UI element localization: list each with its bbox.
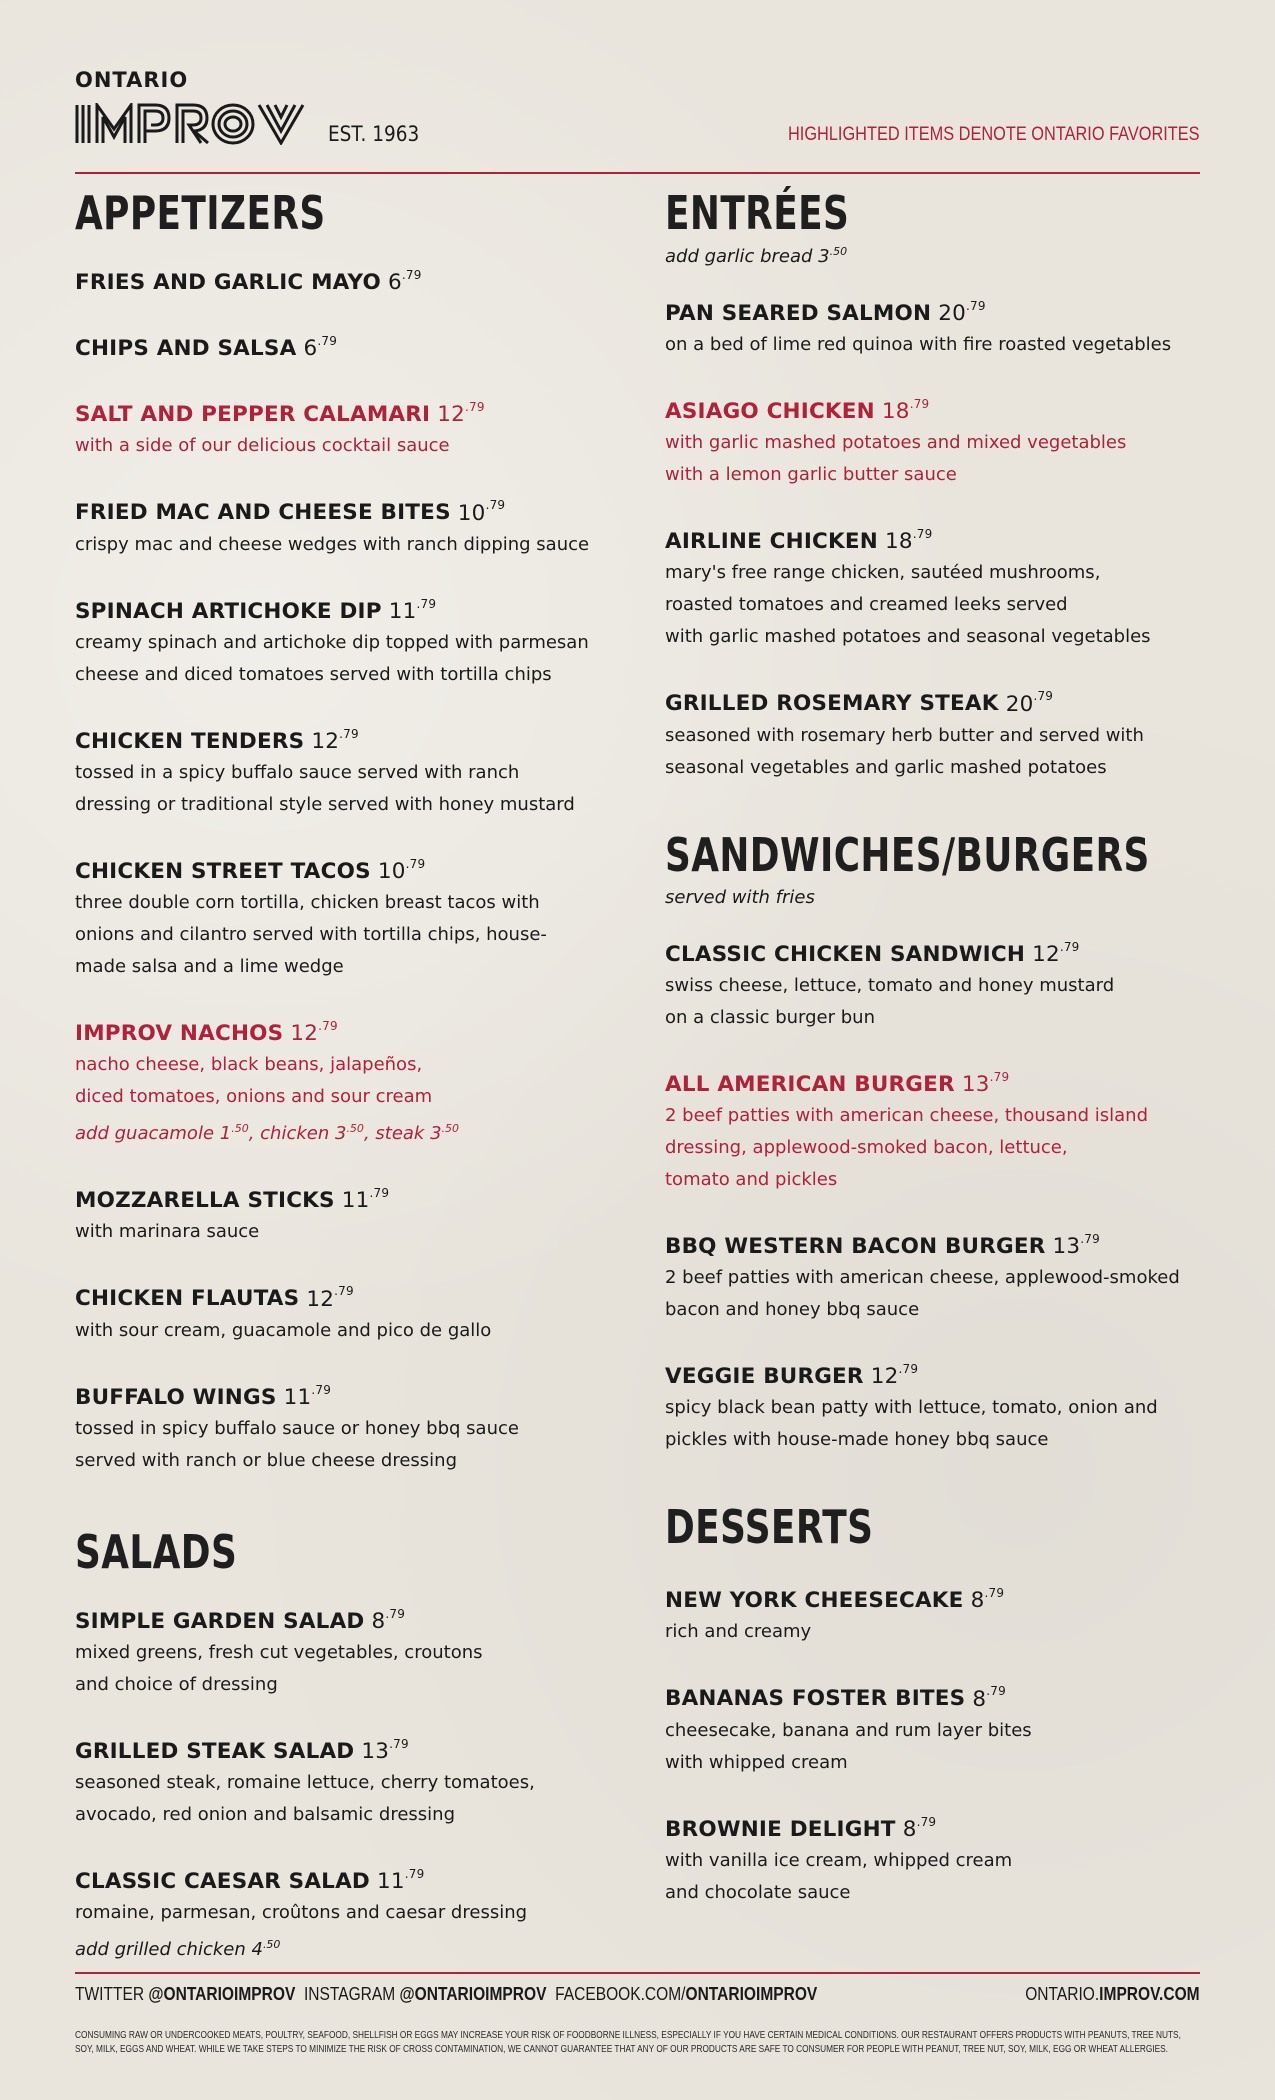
menu-item: [665, 1809, 1205, 1909]
menu-item-price: $11^{.79}$: [283, 1382, 332, 1410]
menu-item-description: 2 beef patties with american cheese, applewood-smoked bacon and honey bbq sauce: [665, 1267, 1180, 1321]
menu-item-price: $12^{.79}$: [306, 1284, 354, 1312]
menu-item: [75, 1377, 635, 1477]
menu-item-name: CHIPS AND SALSA $6^{.79}$: [75, 334, 338, 362]
menu-item-price: $8^{.79}$: [970, 1586, 1005, 1614]
menu-item-description: mixed greens, fresh cut vegetables, croutons and choice of dressing: [75, 1641, 483, 1695]
menu-item-name: CLASSIC CHICKEN SANDWICH $12^{.79}$: [665, 939, 1080, 967]
menu-item: [75, 1731, 635, 1831]
menu-item-name: NEW YORK CHEESECAKE $8^{.79}$: [665, 1586, 1005, 1614]
menu-item: [665, 1356, 1205, 1456]
menu-item-name: SPINACH ARTICHOKE DIP $11^{.79}$: [75, 596, 437, 624]
menu-item-name: GRILLED ROSEMARY STEAK $20^{.79}$: [665, 689, 1054, 717]
section-title-desserts: DESSERTS: [665, 1500, 874, 1555]
menu-item: [75, 1861, 635, 1966]
menu-item-description: 2 beef patties with american cheese, thousand island dressing, applewood-smoked bacon, lettuce, tomato and pickles: [665, 1104, 1149, 1190]
section-title-entrees: ENTRÉES: [665, 186, 850, 240]
sandwiches-subtitle: served with fries: [665, 886, 815, 908]
menu-item-price: $20^{.79}$: [938, 299, 986, 327]
menu-item-description: nacho cheese, black beans, jalapeños, diced tomatoes, onions and sour cream add guacamole $1^{.50}$, chicken $3^{.50}$, steak $3^{.50}$: [75, 1049, 635, 1150]
established-year: EST. 1963: [328, 122, 420, 146]
menu-item-price: $6^{.79}$: [387, 268, 422, 296]
menu-item-description: crispy mac and cheese wedges with ranch dipping sauce: [75, 533, 590, 555]
right-column: [665, 186, 1205, 1909]
menu-item: [75, 492, 635, 560]
menu-item-name: GRILLED STEAK SALAD $13^{.79}$: [75, 1736, 409, 1765]
appetizers-list: [75, 262, 635, 1477]
salads-list: [75, 1601, 635, 1966]
menu-item-description: seasoned with rosemary herb butter and served with seasonal vegetables and garlic mashed potatoes: [665, 724, 1144, 778]
menu-item-name: CHICKEN TENDERS $12^{.79}$: [75, 726, 359, 754]
menu-item-name: FRIES AND GARLIC MAYO $6^{.79}$: [75, 268, 422, 296]
menu-item-name: FRIED MAC AND CHEESE BITES $10^{.79}$: [75, 498, 506, 526]
menu-item-description: on a bed of lime red quinoa with fire roasted vegetables: [665, 334, 1172, 356]
menu-item-price: $12^{.79}$: [311, 726, 359, 754]
menu-item-description: spicy black bean patty with lettuce, tomato, onion and pickles with house-made honey bbq sauce: [665, 1397, 1158, 1451]
menu-item-name: BROWNIE DELIGHT $8^{.79}$: [665, 1814, 937, 1842]
menu-item-name: CHICKEN FLAUTAS $12^{.79}$: [75, 1284, 354, 1312]
menu-item: [75, 851, 635, 983]
menu-item-description: swiss cheese, lettuce, tomato and honey mustard on a classic burger bun: [665, 974, 1115, 1028]
menu-item-price: $12^{.79}$: [437, 400, 485, 428]
menu-item: [665, 1580, 1205, 1648]
menu-item-description: mary's free range chicken, sautéed mushrooms, roasted tomatoes and creamed leeks served with garlic mashed potatoes and seasonal vegetables: [665, 562, 1151, 648]
menu-item: [665, 293, 1205, 361]
menu-item-price: $12^{.79}$: [1032, 939, 1080, 967]
section-title-sandwiches: SANDWICHES/BURGERS: [665, 827, 1150, 882]
menu-item-addons: add grilled chicken $4^{.50}$: [75, 1938, 281, 1961]
menu-item-price: $13^{.79}$: [961, 1069, 1010, 1097]
menu-item-price: $11^{.79}$: [388, 596, 437, 624]
menu-item-name: CHICKEN STREET TACOS $10^{.79}$: [75, 856, 426, 885]
menu-item: [75, 394, 635, 462]
menu-item-name: ALL AMERICAN BURGER $13^{.79}$: [665, 1069, 1010, 1097]
menu-item: [75, 1013, 635, 1150]
menu-item: [665, 521, 1205, 653]
improv-logo: [75, 103, 307, 145]
menu-item-description: with a side of our delicious cocktail sauce: [75, 435, 450, 457]
menu-item-description: with vanilla ice cream, whipped cream and chocolate sauce: [665, 1849, 1013, 1903]
sandwiches-list: [665, 934, 1205, 1457]
menu-item-name: SALT AND PEPPER CALAMARI $12^{.79}$: [75, 400, 485, 428]
menu-item-description: cheesecake, banana and rum layer bites with whipped cream: [665, 1719, 1032, 1773]
menu-item: [75, 328, 635, 364]
menu-item-price: $13^{.79}$: [1052, 1231, 1100, 1260]
website-link[interactable]: ONTARIO.IMPROV.COM: [1025, 1983, 1200, 2004]
facebook-label[interactable]: FACEBOOK.COM/: [555, 1983, 686, 2004]
menu-item: [75, 1278, 635, 1346]
menu-item-description: tossed in a spicy buffalo sauce served with ranch dressing or traditional style served with honey mustard: [75, 761, 575, 815]
menu-item-name: PAN SEARED SALMON $20^{.79}$: [665, 299, 986, 327]
menu-item-price: $8^{.79}$: [902, 1814, 937, 1842]
menu-item-price: $6^{.79}$: [303, 334, 338, 362]
menu-item: [75, 262, 635, 298]
menu-item-price: $18^{.79}$: [885, 527, 933, 555]
menu-item: [75, 1180, 635, 1248]
menu-item-price: $12^{.79}$: [870, 1362, 919, 1390]
menu-item: [665, 1226, 1205, 1326]
menu-item-price: $18^{.79}$: [881, 397, 930, 425]
menu-item-price: $11^{.79}$: [377, 1867, 425, 1895]
menu-item-price: $8^{.79}$: [972, 1684, 1006, 1712]
menu-item-name: CLASSIC CAESAR SALAD $11^{.79}$: [75, 1867, 425, 1895]
footer-divider: [75, 1972, 1200, 1974]
menu-item-description: with sour cream, guacamole and pico de gallo: [75, 1319, 492, 1341]
menu-item: [665, 683, 1205, 783]
menu-item: [665, 934, 1205, 1034]
brand-location: ONTARIO: [75, 68, 189, 92]
instagram-label: INSTAGRAM: [303, 1983, 400, 2004]
twitter-label: TWITTER: [75, 1983, 149, 2004]
twitter-handle[interactable]: @ONTARIOIMPROV: [148, 1983, 296, 2004]
facebook-handle[interactable]: ONTARIOIMPROV: [685, 1983, 818, 2004]
menu-item: [75, 1601, 635, 1701]
left-column: [75, 186, 635, 1966]
desserts-list: [665, 1580, 1205, 1908]
menu-item-name: MOZZARELLA STICKS $11^{.79}$: [75, 1186, 390, 1214]
menu-item-price: $10^{.79}$: [377, 856, 426, 885]
menu-item: [665, 1678, 1205, 1778]
menu-item: [75, 721, 635, 821]
menu-item: [75, 591, 635, 691]
entrees-list: [665, 293, 1205, 784]
menu-item-name: BANANAS FOSTER BITES $8^{.79}$: [665, 1684, 1006, 1712]
menu-item-price: $8^{.79}$: [371, 1606, 406, 1634]
menu-item-name: VEGGIE BURGER $12^{.79}$: [665, 1362, 919, 1390]
menu-item-name: SIMPLE GARDEN SALAD $8^{.79}$: [75, 1606, 406, 1634]
menu-item-name: BBQ WESTERN BACON BURGER $13^{.79}$: [665, 1231, 1100, 1260]
menu-item: [665, 1064, 1205, 1196]
menu-item-price: $10^{.79}$: [457, 498, 506, 526]
menu-item-description: tossed in spicy buffalo sauce or honey bbq sauce served with ranch or blue cheese dressing: [75, 1417, 519, 1471]
menu-item-price: $13^{.79}$: [361, 1736, 409, 1765]
entrees-subtitle: add garlic bread $3^{.50}$: [665, 245, 848, 267]
instagram-handle[interactable]: @ONTARIOIMPROV: [399, 1983, 547, 2004]
menu-item-description: seasoned steak, romaine lettuce, cherry tomatoes, avocado, red onion and balsamic dressing: [75, 1772, 535, 1826]
social-links: [75, 1983, 817, 2005]
menu-item-name: AIRLINE CHICKEN $18^{.79}$: [665, 527, 933, 555]
menu-item-name: ASIAGO CHICKEN $18^{.79}$: [665, 397, 930, 425]
menu-item-description: creamy spinach and artichoke dip topped with parmesan cheese and diced tomatoes served with tortilla chips: [75, 631, 589, 685]
menu-item-price: $11^{.79}$: [341, 1186, 390, 1214]
menu-item-description: with garlic mashed potatoes and mixed vegetables with a lemon garlic butter sauce: [665, 432, 1127, 486]
menu-item-description: three double corn tortilla, chicken breast tacos with onions and cilantro served with tortilla chips, house- made salsa and a lime wedge: [75, 892, 547, 978]
section-title-appetizers: APPETIZERS: [75, 186, 326, 240]
menu-item-name: IMPROV NACHOS $12^{.79}$: [75, 1019, 338, 1047]
menu-item-price: $12^{.79}$: [290, 1019, 338, 1047]
favorites-note: HIGHLIGHTED ITEMS DENOTE ONTARIO FAVORITES: [788, 124, 1200, 145]
menu-item-addons: add guacamole $1^{.50}$, chicken $3^{.50}$, steak $3^{.50}$: [75, 1122, 460, 1145]
section-title-salads: SALADS: [75, 1524, 238, 1579]
menu-item-price: $20^{.79}$: [1005, 689, 1054, 717]
menu-item-description: with marinara sauce: [75, 1221, 260, 1243]
menu-item-name: BUFFALO WINGS $11^{.79}$: [75, 1382, 332, 1410]
header-divider: [75, 172, 1200, 174]
menu-item-description: romaine, parmesan, croûtons and caesar dressing add grilled chicken $4^{.50}$: [75, 1897, 635, 1966]
menu-item-description: rich and creamy: [665, 1621, 812, 1643]
menu-item: [665, 391, 1205, 491]
allergy-disclaimer: CONSUMING RAW OR UNDERCOOKED MEATS, POULTRY, SEAFOOD, SHELLFISH OR EGGS MAY INCREASE YOUR RISK OF FOODBORNE ILLNESS, ESPECIALLY IF YOU HAVE CERTAIN MEDICAL CONDITIONS. OUR RESTAURANT OFFERS PRODUCTS WITH PEANUTS, TREE NUTS, SOY, MILK, EGGS AND WHEAT. WHILE WE TAKE STEPS TO MINIMIZE THE RISK OF CROSS CONTAMINATION, WE CANNOT GUARANTEE THAT ANY OF OUR PRODUCTS ARE SAFE TO CONSUMER FOR PEOPLE WITH PEANUT, TREE NUT, SOY, MILK, EGG OR WHEAT ALLERGIES.: [75, 2029, 1181, 2055]
